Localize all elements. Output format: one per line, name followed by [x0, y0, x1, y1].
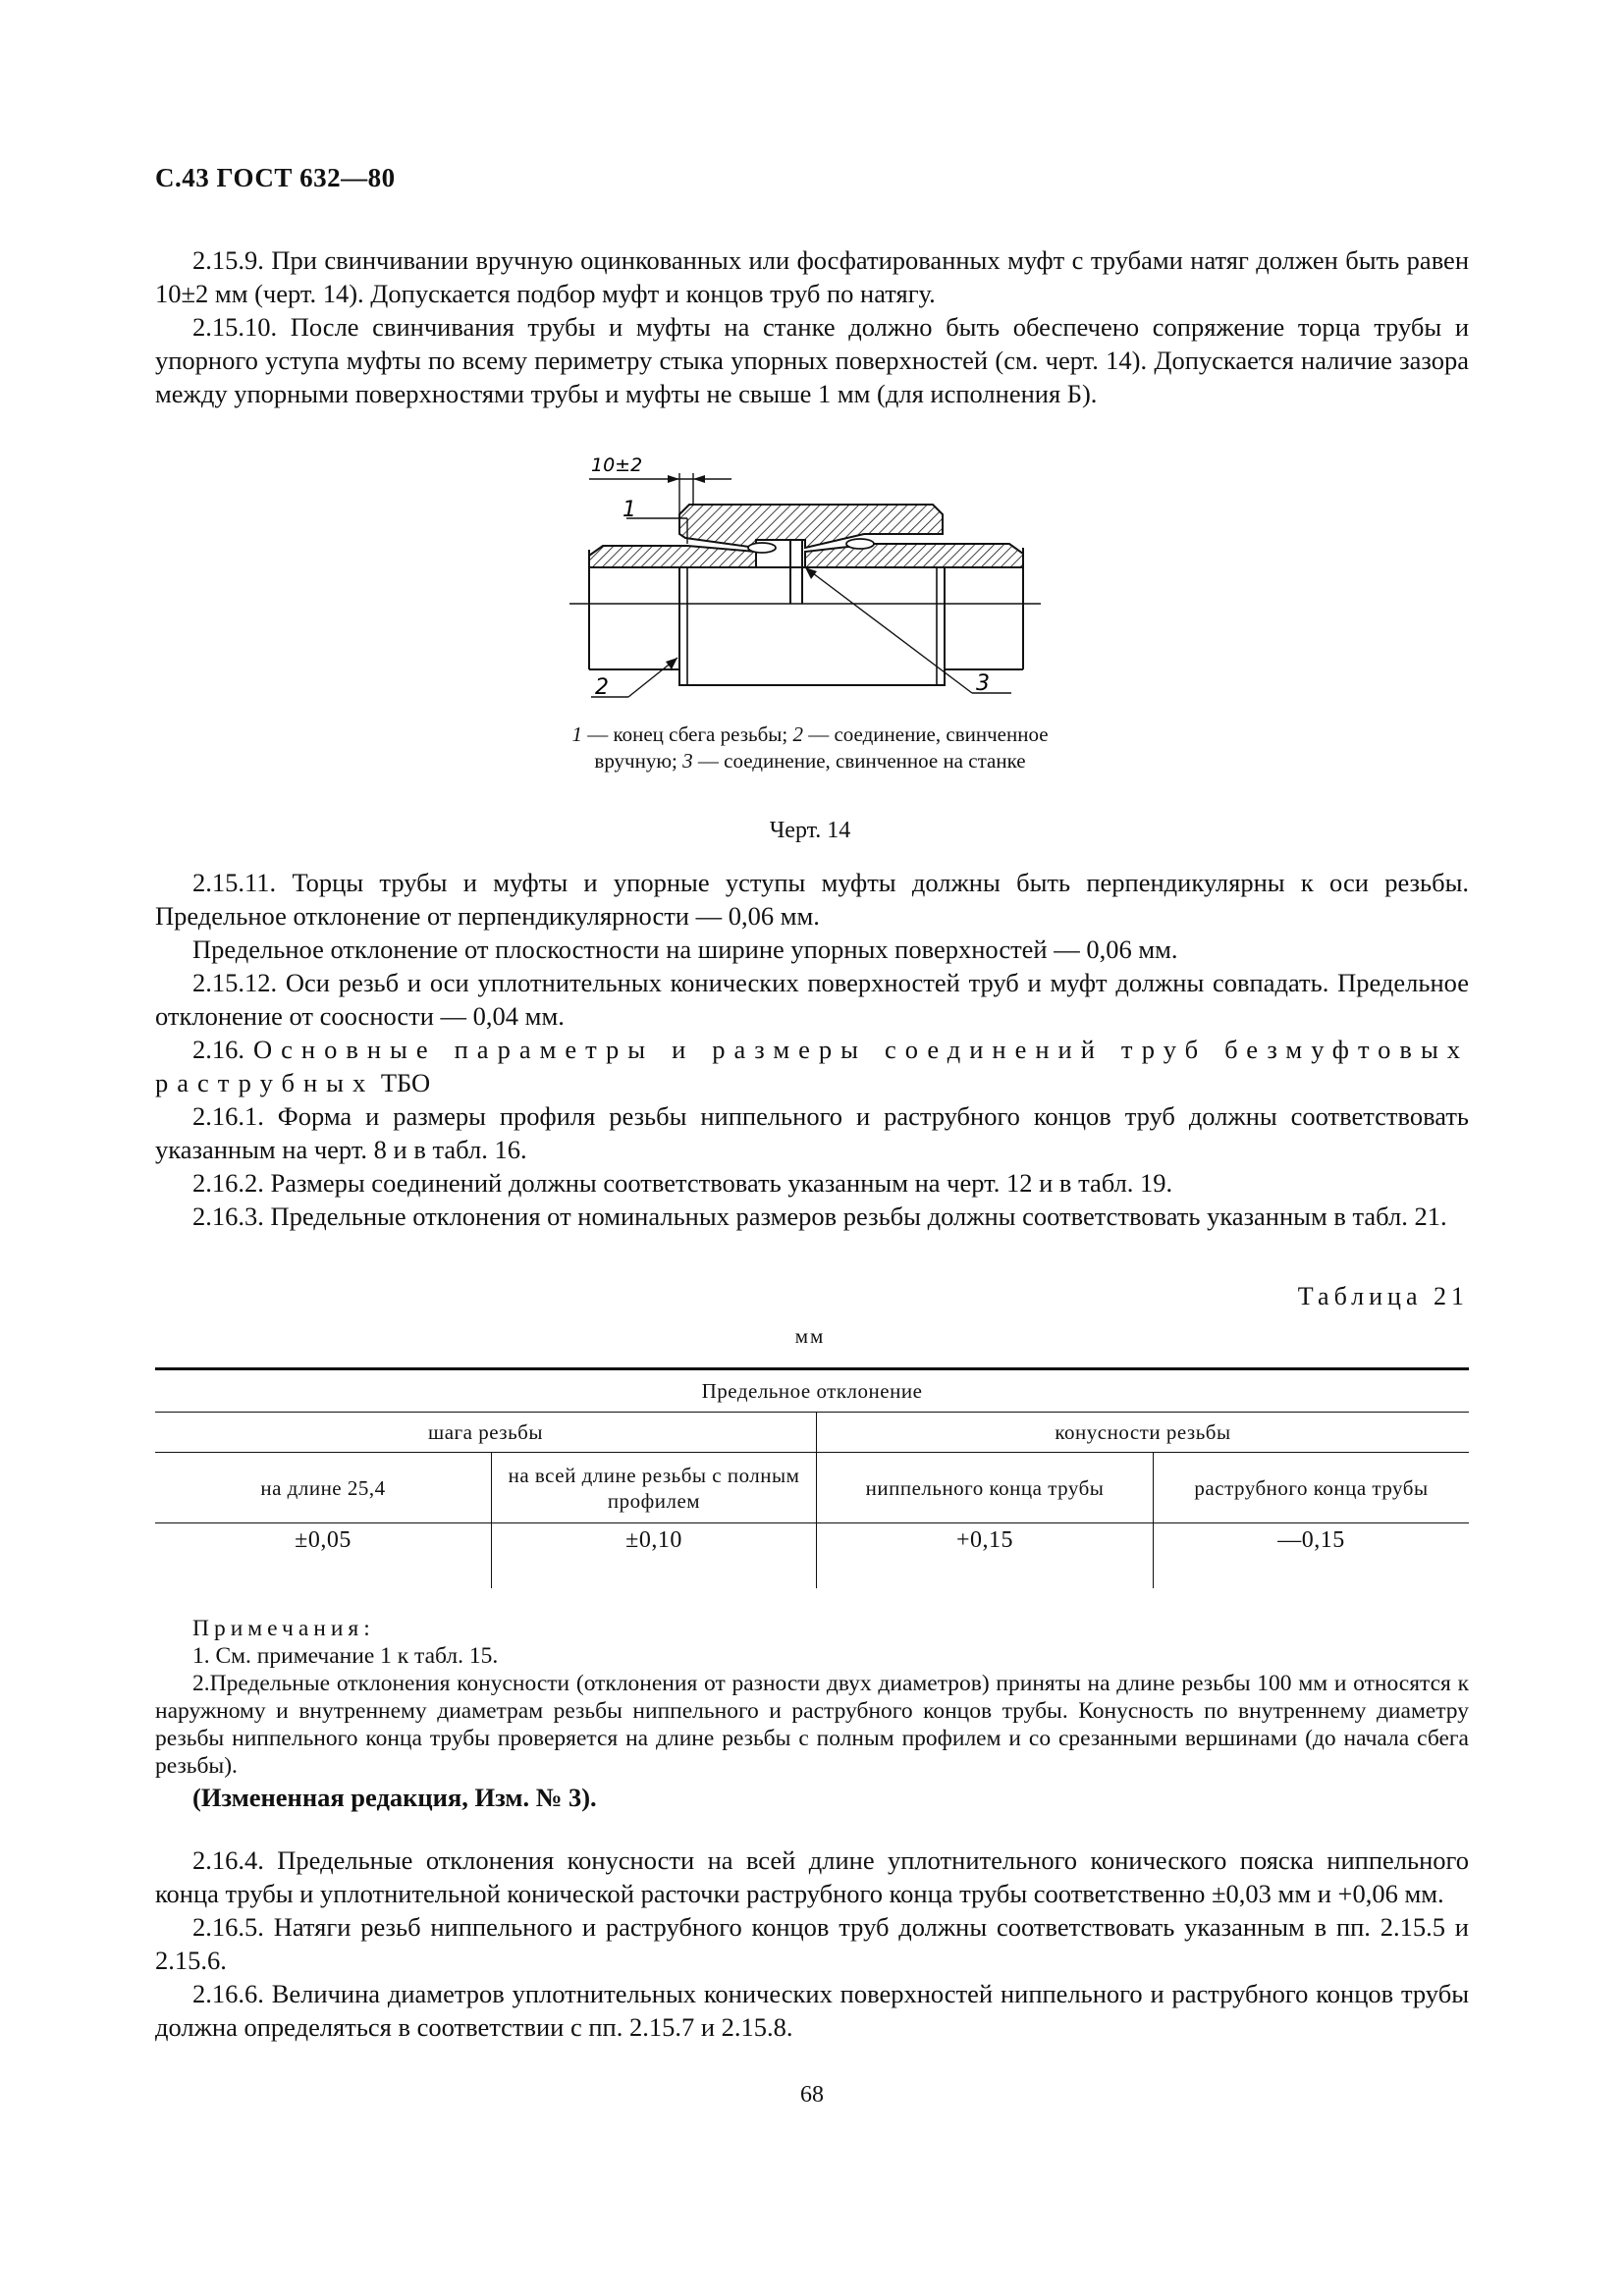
heading-number: 2.16.	[192, 1035, 244, 1064]
drawing-caption: Черт. 14	[769, 818, 851, 843]
coupling-section	[679, 505, 943, 548]
section-2-15-11-2-16-3	[155, 866, 1469, 1233]
table-group-taper: конусности резьбы	[817, 1413, 1470, 1453]
table-unit: мм	[794, 1324, 826, 1348]
table-header-top: Предельное отклонение	[155, 1369, 1469, 1413]
left-pipe-wall	[589, 546, 756, 567]
paragraph-2-16-3: 2.16.3. Предельные отклонения от номинальных размеров резьбы должны соответствовать указанным в табл. 21.	[192, 1201, 1447, 1231]
table-col-socket: раструбного конца трубы	[1154, 1453, 1470, 1523]
note-2: 2.Предельные отклонения конусности (отклонения от разности двух диаметров) приняты на длине резьбы 100 мм и относятся к наружному и внутреннему диаметрам резьбы ниппельного и раструбного концов трубы. Конусность по внутреннему диаметру резьбы ниппельного конца трубы проверяется на длине резьбы с полным профилем и со срезанными вершинами (до начала сбега резьбы).	[155, 1671, 1469, 1779]
callout-2: 2	[595, 675, 609, 700]
paragraph-2-15-11: 2.15.11. Торцы трубы и муфты и упорные уступы муфты должны быть перпендикулярны к оси резьбы. Предельное отклонение от перпендикулярности — 0,06 мм.	[155, 868, 1469, 931]
table-col-25-4: на длине 25,4	[155, 1453, 492, 1523]
legend-n1: 1	[571, 722, 582, 746]
table-cell: —0,15	[1154, 1523, 1470, 1588]
thread-groove-right	[846, 539, 874, 549]
dimension-label: 10±2	[591, 454, 643, 476]
legend-n3: 3	[682, 749, 693, 773]
heading-spaced: Основные параметры и размеры соединений труб безмуфтовых раструбных	[155, 1035, 1469, 1097]
table-col-full-length: на всей длине резьбы с полным профилем	[492, 1453, 817, 1523]
thread-groove-left	[748, 543, 776, 553]
amendment-note: (Измененная редакция, Изм. № 3).	[192, 1783, 597, 1812]
table-cell: ±0,05	[155, 1523, 492, 1588]
right-pipe-wall	[805, 544, 1023, 567]
legend-n2: 2	[792, 722, 803, 746]
paragraph-2-16-4: 2.16.4. Предельные отклонения конусности на всей длине уплотнительного конического пояска ниппельного конца трубы и уплотнительной конической расточки раструбного конца трубы соответственно ±0,03 мм и +0,06 мм.	[155, 1845, 1469, 1908]
notes-heading: Примечания:	[192, 1616, 375, 1641]
section-2-16-4-6	[155, 1843, 1469, 2044]
paragraph-2-15-12: 2.15.12. Оси резьб и оси уплотнительных конических поверхностей труб и муфт должны совпадать. Предельное отклонение от соосности — 0,04 мм.	[155, 968, 1469, 1031]
paragraph-2-16-6: 2.16.6. Величина диаметров уплотнительных конических поверхностей ниппельного и раструбного концов трубы должна определяться в соответствии с пп. 2.15.7 и 2.15.8.	[155, 1979, 1469, 2042]
paragraph-flatness: Предельное отклонение от плоскостности на ширине упорных поверхностей — 0,06 мм.	[192, 934, 1178, 964]
table-notes	[155, 1615, 1469, 1811]
paragraph-2-16-1: 2.16.1. Форма и размеры профиля резьбы ниппельного и раструбного концов труб должны соответствовать указанным на черт. 8 и в табл. 16.	[155, 1101, 1469, 1164]
heading-2-16	[155, 1033, 1469, 1099]
table-cell: ±0,10	[492, 1523, 817, 1588]
section-2-15-9-10	[155, 243, 1469, 410]
paragraph-2-16-5: 2.16.5. Натяги резьб ниппельного и раструбного концов труб должны соответствовать указанным в пп. 2.15.5 и 2.15.6.	[155, 1912, 1469, 1975]
table-row	[155, 1523, 1469, 1588]
legend-t1: — конец сбега резьбы;	[581, 722, 793, 746]
paragraph-2-15-10: 2.15.10. После свинчивания трубы и муфты на станке должно быть обеспечено сопряжение торца трубы и упорного уступа муфты по всему периметру стыка упорных поверхностей (см. черт. 14). Допускается наличие зазора между упорными поверхностями трубы и муфты не свыше 1 мм (для исполнения Б).	[155, 312, 1469, 408]
table-21	[155, 1367, 1469, 1588]
table-group-pitch: шага резьбы	[155, 1413, 817, 1453]
page-number: 68	[800, 2082, 824, 2108]
legend-t2: — соединение, свинченное вручную;	[594, 722, 1049, 773]
note-1: 1. См. примечание 1 к табл. 15.	[192, 1643, 499, 1669]
page-header: С.43 ГОСТ 632—80	[155, 163, 396, 192]
paragraph-2-16-2: 2.16.2. Размеры соединений должны соответствовать указанным на черт. 12 и в табл. 19.	[192, 1168, 1173, 1198]
heading-suffix: ТБО	[380, 1068, 431, 1097]
drawing-legend	[569, 721, 1051, 774]
drawing-14	[569, 454, 1060, 709]
callout-3: 3	[976, 671, 990, 696]
legend-t3: — соединение, свинченное на станке	[692, 749, 1026, 773]
table-col-nipple: ниппельного конца трубы	[817, 1453, 1154, 1523]
table-cell: +0,15	[817, 1523, 1154, 1588]
table-title: Таблица 21	[1297, 1282, 1469, 1310]
paragraph-2-15-9: 2.15.9. При свинчивании вручную оцинкованных или фосфатированных муфт с трубами натяг должен быть равен 10±2 мм (черт. 14). Допускается подбор муфт и концов труб по натягу.	[155, 245, 1469, 308]
callout-1: 1	[623, 498, 636, 522]
coupling-body	[679, 567, 945, 685]
